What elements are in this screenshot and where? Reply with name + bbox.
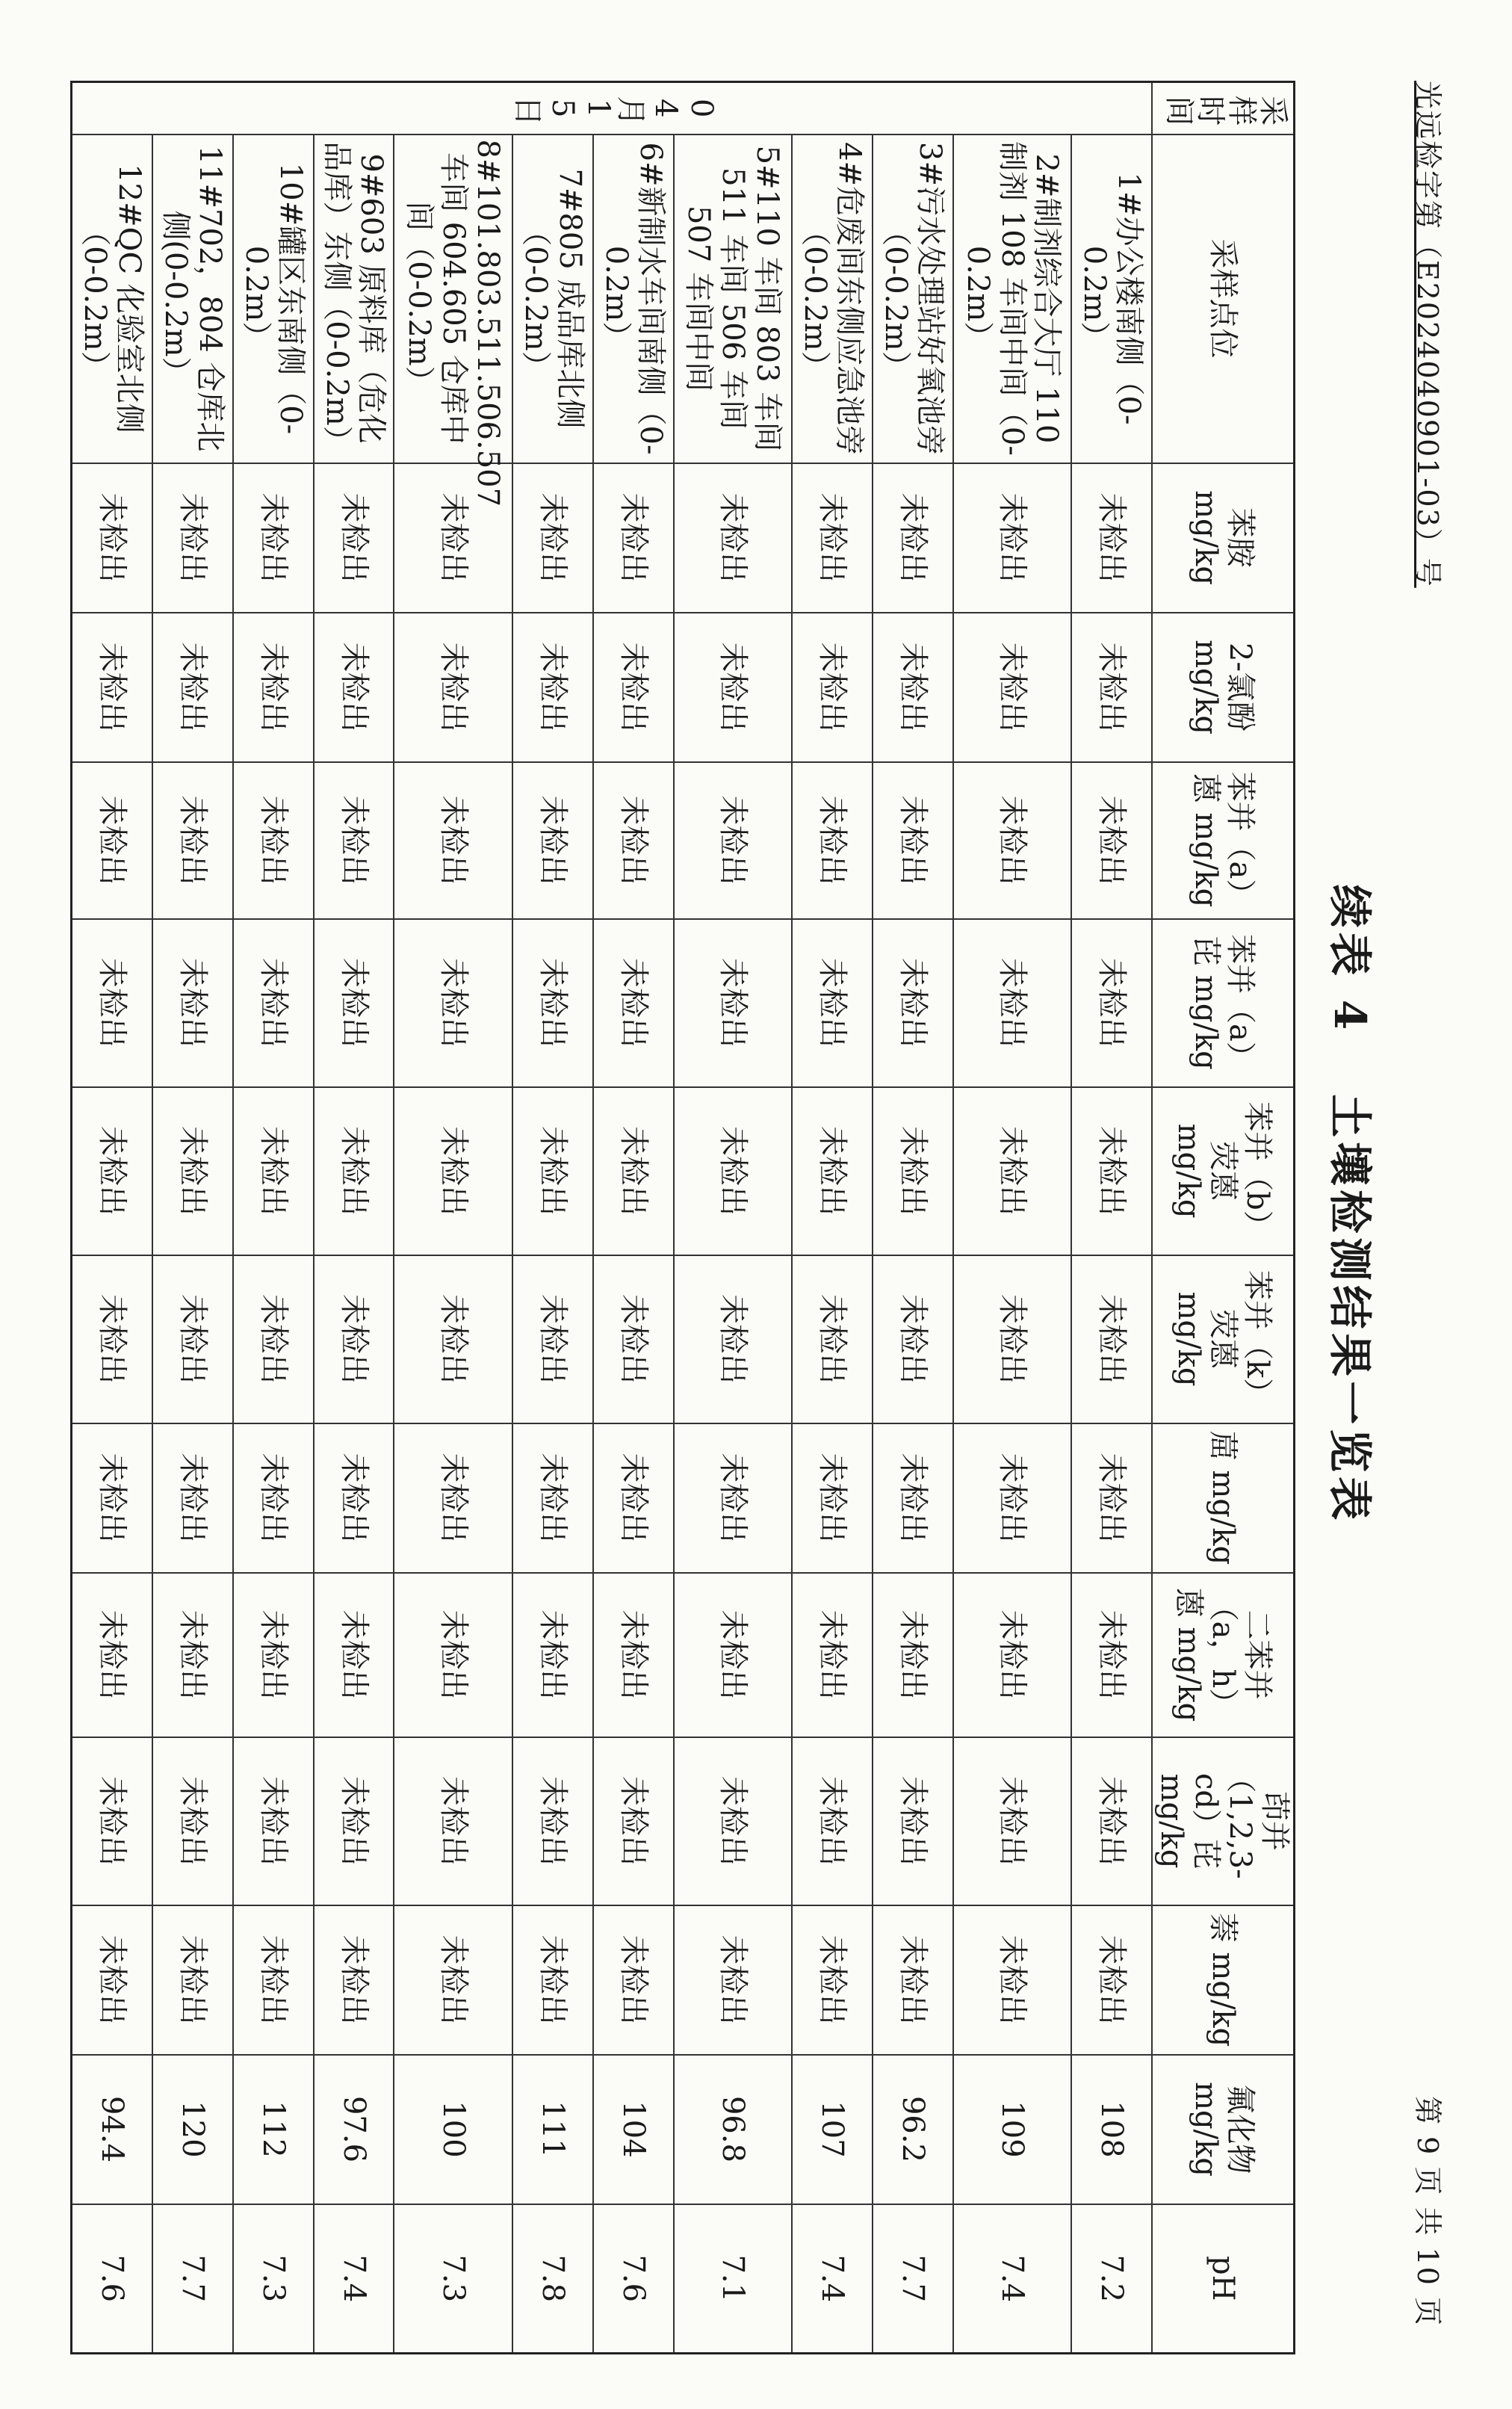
naphthalene-cell: 未检出 <box>953 1905 1071 2055</box>
fluoride-cell: 104 <box>593 2055 674 2204</box>
fluoride-cell: 96.2 <box>873 2055 953 2204</box>
table-row <box>512 82 593 2354</box>
indeno-pyrene-cell: 未检出 <box>1071 1737 1152 1905</box>
indeno-pyrene-cell: 未检出 <box>674 1737 792 1905</box>
aniline-cell: 未检出 <box>314 463 394 613</box>
bk-fluoranthene-cell: 未检出 <box>593 1255 674 1423</box>
table-header-row <box>1152 82 1295 2354</box>
ba-anthracene-cell: 未检出 <box>394 762 512 919</box>
naphthalene-cell: 未检出 <box>593 1905 674 2055</box>
ba-pyrene-cell: 未检出 <box>72 919 153 1087</box>
site-cell: 5#110 车间 803 车间 511 车间 506 车间 507 车间中间 <box>674 134 792 463</box>
chlorophenol-cell: 未检出 <box>674 613 792 762</box>
fluoride-cell: 120 <box>152 2055 233 2204</box>
chlorophenol-cell: 未检出 <box>792 613 873 762</box>
site-cell: 10#罐区东南侧（0-0.2m） <box>233 134 314 463</box>
bk-fluoranthene-cell: 未检出 <box>72 1255 153 1423</box>
table-row <box>593 82 674 2354</box>
naphthalene-cell: 未检出 <box>674 1905 792 2055</box>
table-row <box>314 82 394 2354</box>
dbah-anthracene-cell: 未检出 <box>72 1573 153 1737</box>
chrysene-cell: 未检出 <box>953 1423 1071 1573</box>
col-header-time: 采样时间 <box>1152 82 1295 134</box>
fluoride-cell: 100 <box>394 2055 512 2204</box>
dbah-anthracene-cell: 未检出 <box>394 1573 512 1737</box>
chrysene-cell: 未检出 <box>394 1423 512 1573</box>
fluoride-cell: 94.4 <box>72 2055 153 2204</box>
soil-results-table <box>70 81 1295 2354</box>
bb-fluoranthene-cell: 未检出 <box>873 1087 953 1255</box>
ph-cell: 7.3 <box>394 2204 512 2354</box>
indeno-pyrene-cell: 未检出 <box>394 1737 512 1905</box>
fluoride-cell: 109 <box>953 2055 1071 2204</box>
bb-fluoranthene-cell: 未检出 <box>674 1087 792 1255</box>
dbah-anthracene-cell: 未检出 <box>152 1573 233 1737</box>
table-row <box>873 82 953 2354</box>
naphthalene-cell: 未检出 <box>314 1905 394 2055</box>
ba-pyrene-cell: 未检出 <box>1071 919 1152 1087</box>
bk-fluoranthene-cell: 未检出 <box>674 1255 792 1423</box>
chlorophenol-cell: 未检出 <box>512 613 593 762</box>
table-title-prefix: 续表 4 <box>1324 884 1375 1035</box>
dbah-anthracene-cell: 未检出 <box>593 1573 674 1737</box>
col-header-bb-fluoranthene: 苯并（b）荧蒽 mg/kg <box>1152 1087 1295 1255</box>
table-row <box>953 82 1071 2354</box>
page-info: 第 9 页 共 10 页 <box>1411 2096 1444 2327</box>
naphthalene-cell: 未检出 <box>152 1905 233 2055</box>
ph-cell: 7.8 <box>512 2204 593 2354</box>
ph-cell: 7.4 <box>953 2204 1071 2354</box>
fluoride-cell: 96.8 <box>674 2055 792 2204</box>
aniline-cell: 未检出 <box>792 463 873 613</box>
dbah-anthracene-cell: 未检出 <box>233 1573 314 1737</box>
chlorophenol-cell: 未检出 <box>233 613 314 762</box>
naphthalene-cell: 未检出 <box>233 1905 314 2055</box>
dbah-anthracene-cell: 未检出 <box>1071 1573 1152 1737</box>
bk-fluoranthene-cell: 未检出 <box>152 1255 233 1423</box>
site-cell: 7#805 成品库北侧（0-0.2m） <box>512 134 593 463</box>
table-body <box>72 82 1153 2354</box>
report-number: 光远检字第（E2024040901-03）号 <box>1411 81 1444 588</box>
bk-fluoranthene-cell: 未检出 <box>233 1255 314 1423</box>
bb-fluoranthene-cell: 未检出 <box>72 1087 153 1255</box>
chlorophenol-cell: 未检出 <box>394 613 512 762</box>
ba-anthracene-cell: 未检出 <box>233 762 314 919</box>
ba-pyrene-cell: 未检出 <box>314 919 394 1087</box>
chrysene-cell: 未检出 <box>72 1423 153 1573</box>
dbah-anthracene-cell: 未检出 <box>953 1573 1071 1737</box>
col-header-chrysene: 䓛 mg/kg <box>1152 1423 1295 1573</box>
col-header-site: 采样点位 <box>1152 134 1295 463</box>
naphthalene-cell: 未检出 <box>512 1905 593 2055</box>
col-header-ba-pyrene: 苯并（a）芘 mg/kg <box>1152 919 1295 1087</box>
bk-fluoranthene-cell: 未检出 <box>792 1255 873 1423</box>
bb-fluoranthene-cell: 未检出 <box>953 1087 1071 1255</box>
aniline-cell: 未检出 <box>512 463 593 613</box>
ba-anthracene-cell: 未检出 <box>953 762 1071 919</box>
naphthalene-cell: 未检出 <box>792 1905 873 2055</box>
chrysene-cell: 未检出 <box>792 1423 873 1573</box>
col-header-dbah-anthracene: 二苯并（a，h）蒽 mg/kg <box>1152 1573 1295 1737</box>
ph-cell: 7.4 <box>792 2204 873 2354</box>
col-header-naphthalene: 萘 mg/kg <box>1152 1905 1295 2055</box>
col-header-fluoride: 氟化物 mg/kg <box>1152 2055 1295 2204</box>
fluoride-cell: 108 <box>1071 2055 1152 2204</box>
ba-pyrene-cell: 未检出 <box>953 919 1071 1087</box>
dbah-anthracene-cell: 未检出 <box>314 1573 394 1737</box>
ba-anthracene-cell: 未检出 <box>314 762 394 919</box>
indeno-pyrene-cell: 未检出 <box>72 1737 153 1905</box>
col-header-aniline: 苯胺 mg/kg <box>1152 463 1295 613</box>
table-row <box>394 82 512 2354</box>
indeno-pyrene-cell: 未检出 <box>873 1737 953 1905</box>
chrysene-cell: 未检出 <box>674 1423 792 1573</box>
ba-pyrene-cell: 未检出 <box>593 919 674 1087</box>
chrysene-cell: 未检出 <box>1071 1423 1152 1573</box>
aniline-cell: 未检出 <box>953 463 1071 613</box>
dbah-anthracene-cell: 未检出 <box>674 1573 792 1737</box>
ba-anthracene-cell: 未检出 <box>873 762 953 919</box>
bb-fluoranthene-cell: 未检出 <box>152 1087 233 1255</box>
fluoride-cell: 112 <box>233 2055 314 2204</box>
sampling-date-cell: 04月15日 <box>72 82 1153 134</box>
site-cell: 6#新制水车间南侧（0-0.2m） <box>593 134 674 463</box>
site-cell: 11#702，804 仓库北侧(0-0.2m） <box>152 134 233 463</box>
aniline-cell: 未检出 <box>152 463 233 613</box>
indeno-pyrene-cell: 未检出 <box>953 1737 1071 1905</box>
col-header-indeno-pyrene: 茚并（1,2,3-cd）芘 mg/kg <box>1152 1737 1295 1905</box>
bb-fluoranthene-cell: 未检出 <box>233 1087 314 1255</box>
chrysene-cell: 未检出 <box>233 1423 314 1573</box>
bk-fluoranthene-cell: 未检出 <box>953 1255 1071 1423</box>
bk-fluoranthene-cell: 未检出 <box>394 1255 512 1423</box>
ba-anthracene-cell: 未检出 <box>792 762 873 919</box>
ph-cell: 7.2 <box>1071 2204 1152 2354</box>
table-row <box>233 82 314 2354</box>
site-cell: 12#QC 化验室北侧（0-0.2m） <box>72 134 153 463</box>
dbah-anthracene-cell: 未检出 <box>512 1573 593 1737</box>
bb-fluoranthene-cell: 未检出 <box>792 1087 873 1255</box>
col-header-chlorophenol: 2-氯酚 mg/kg <box>1152 613 1295 762</box>
chlorophenol-cell: 未检出 <box>314 613 394 762</box>
fluoride-cell: 97.6 <box>314 2055 394 2204</box>
chrysene-cell: 未检出 <box>314 1423 394 1573</box>
chlorophenol-cell: 未检出 <box>72 613 153 762</box>
ba-pyrene-cell: 未检出 <box>233 919 314 1087</box>
site-cell: 8#101.803.511.506.507 车间 604.605 仓库中间（0-0.2m） <box>394 134 512 463</box>
site-cell: 2#制剂综合大厅 110 制剂 108 车间中间（0-0.2m） <box>953 134 1071 463</box>
ba-anthracene-cell: 未检出 <box>674 762 792 919</box>
col-header-bk-fluoranthene: 苯并（k）荧蒽 mg/kg <box>1152 1255 1295 1423</box>
aniline-cell: 未检出 <box>593 463 674 613</box>
chlorophenol-cell: 未检出 <box>593 613 674 762</box>
indeno-pyrene-cell: 未检出 <box>792 1737 873 1905</box>
ph-cell: 7.4 <box>314 2204 394 2354</box>
ba-anthracene-cell: 未检出 <box>1071 762 1152 919</box>
dbah-anthracene-cell: 未检出 <box>873 1573 953 1737</box>
site-cell: 4#危废间东侧应急池旁（0-0.2m） <box>792 134 873 463</box>
chlorophenol-cell: 未检出 <box>152 613 233 762</box>
dbah-anthracene-cell: 未检出 <box>792 1573 873 1737</box>
table-row <box>152 82 233 2354</box>
naphthalene-cell: 未检出 <box>1071 1905 1152 2055</box>
table-row <box>72 82 153 2354</box>
ph-cell: 7.6 <box>72 2204 153 2354</box>
indeno-pyrene-cell: 未检出 <box>314 1737 394 1905</box>
aniline-cell: 未检出 <box>72 463 153 613</box>
indeno-pyrene-cell: 未检出 <box>152 1737 233 1905</box>
chrysene-cell: 未检出 <box>593 1423 674 1573</box>
ph-cell: 7.7 <box>152 2204 233 2354</box>
aniline-cell: 未检出 <box>233 463 314 613</box>
site-cell: 9#603 原料库（危化品库）东侧（0-0.2m） <box>314 134 394 463</box>
ba-pyrene-cell: 未检出 <box>394 919 512 1087</box>
bk-fluoranthene-cell: 未检出 <box>1071 1255 1152 1423</box>
ph-cell: 7.7 <box>873 2204 953 2354</box>
indeno-pyrene-cell: 未检出 <box>593 1737 674 1905</box>
chrysene-cell: 未检出 <box>152 1423 233 1573</box>
chrysene-cell: 未检出 <box>512 1423 593 1573</box>
ba-pyrene-cell: 未检出 <box>152 919 233 1087</box>
site-cell: 1#办公楼南侧（0-0.2m） <box>1071 134 1152 463</box>
fluoride-cell: 111 <box>512 2055 593 2204</box>
indeno-pyrene-cell: 未检出 <box>512 1737 593 1905</box>
ph-cell: 7.3 <box>233 2204 314 2354</box>
chrysene-cell: 未检出 <box>873 1423 953 1573</box>
col-header-ba-anthracene: 苯并（a）蒽 mg/kg <box>1152 762 1295 919</box>
aniline-cell: 未检出 <box>873 463 953 613</box>
table-title <box>1322 0 1385 2409</box>
chlorophenol-cell: 未检出 <box>953 613 1071 762</box>
ba-anthracene-cell: 未检出 <box>72 762 153 919</box>
table-row <box>792 82 873 2354</box>
site-cell: 3#污水处理站好氧池旁（0-0.2m） <box>873 134 953 463</box>
bb-fluoranthene-cell: 未检出 <box>1071 1087 1152 1255</box>
chlorophenol-cell: 未检出 <box>873 613 953 762</box>
aniline-cell: 未检出 <box>674 463 792 613</box>
bk-fluoranthene-cell: 未检出 <box>314 1255 394 1423</box>
bb-fluoranthene-cell: 未检出 <box>512 1087 593 1255</box>
ph-cell: 7.6 <box>593 2204 674 2354</box>
naphthalene-cell: 未检出 <box>72 1905 153 2055</box>
chlorophenol-cell: 未检出 <box>1071 613 1152 762</box>
aniline-cell: 未检出 <box>394 463 512 613</box>
naphthalene-cell: 未检出 <box>394 1905 512 2055</box>
col-header-ph: pH <box>1152 2204 1295 2354</box>
ba-pyrene-cell: 未检出 <box>512 919 593 1087</box>
ba-pyrene-cell: 未检出 <box>792 919 873 1087</box>
bb-fluoranthene-cell: 未检出 <box>394 1087 512 1255</box>
naphthalene-cell: 未检出 <box>873 1905 953 2055</box>
bb-fluoranthene-cell: 未检出 <box>314 1087 394 1255</box>
table-title-main: 土壤检测结果一览表 <box>1324 1094 1375 1525</box>
ba-anthracene-cell: 未检出 <box>593 762 674 919</box>
indeno-pyrene-cell: 未检出 <box>233 1737 314 1905</box>
ba-pyrene-cell: 未检出 <box>873 919 953 1087</box>
fluoride-cell: 107 <box>792 2055 873 2204</box>
aniline-cell: 未检出 <box>1071 463 1152 613</box>
ba-pyrene-cell: 未检出 <box>674 919 792 1087</box>
table-row <box>1071 82 1152 2354</box>
bk-fluoranthene-cell: 未检出 <box>873 1255 953 1423</box>
ba-anthracene-cell: 未检出 <box>512 762 593 919</box>
ba-anthracene-cell: 未检出 <box>152 762 233 919</box>
bk-fluoranthene-cell: 未检出 <box>512 1255 593 1423</box>
ph-cell: 7.1 <box>674 2204 792 2354</box>
table-row <box>674 82 792 2354</box>
bb-fluoranthene-cell: 未检出 <box>593 1087 674 1255</box>
